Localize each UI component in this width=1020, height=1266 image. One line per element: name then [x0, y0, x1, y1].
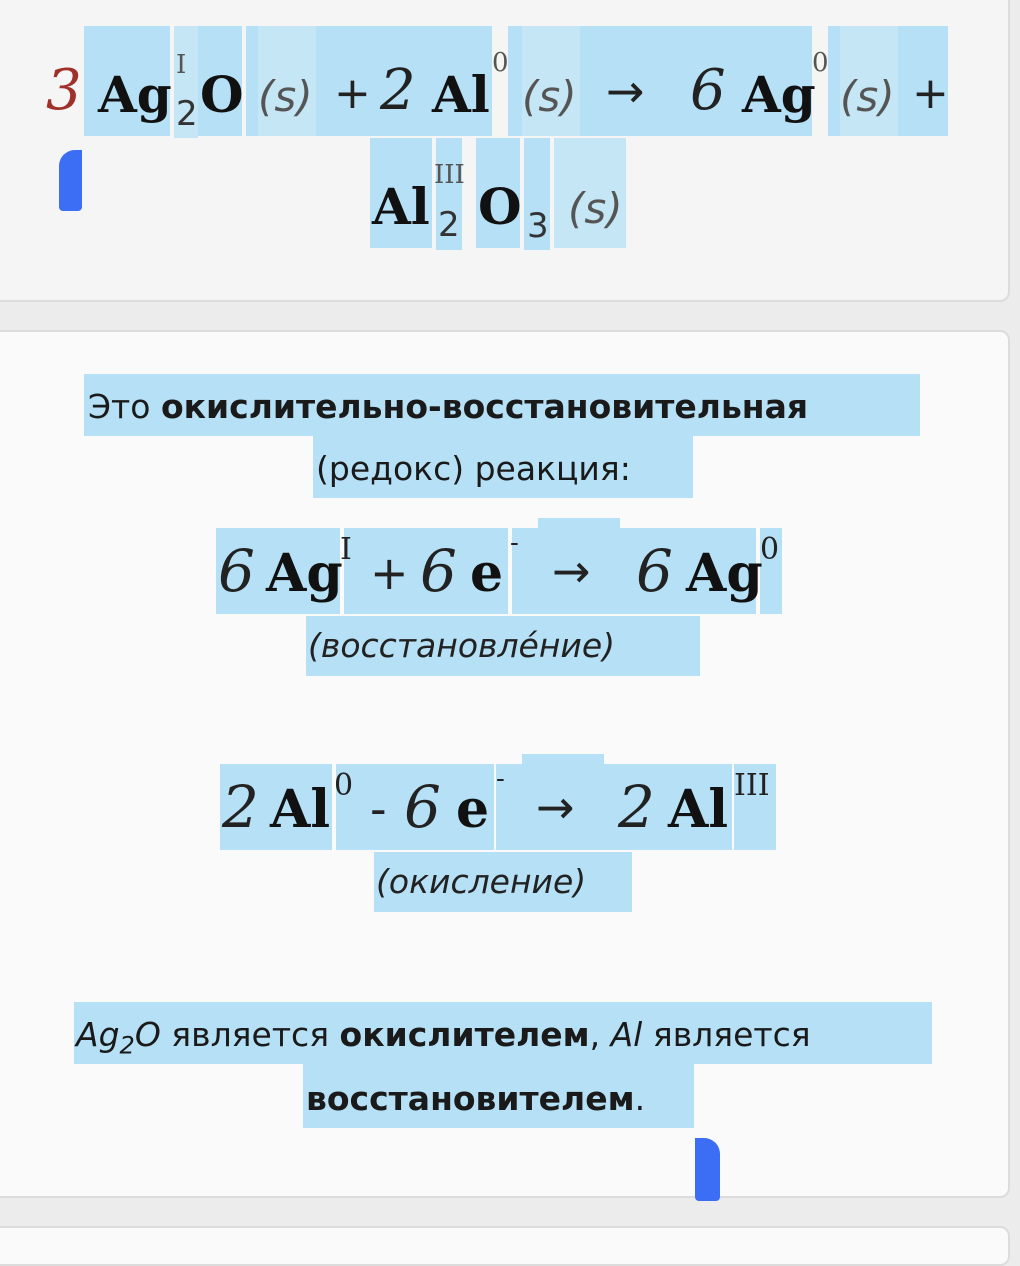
- plus-sign: +: [334, 68, 371, 119]
- formula-al: Al: [610, 1015, 643, 1054]
- intro-line-1: Это окислительно-восстановительная: [88, 387, 809, 426]
- selection-highlight: [246, 26, 258, 136]
- element-o: O: [200, 65, 244, 124]
- electron-charge: -: [510, 528, 519, 558]
- coefficient: 2: [618, 773, 655, 841]
- element-o: O: [478, 177, 522, 236]
- oxidation-state: I: [340, 532, 352, 567]
- coefficient-al: 2: [380, 58, 416, 123]
- reaction-arrow: →: [552, 544, 591, 598]
- oxidation-state: 0: [760, 532, 780, 567]
- next-card: [0, 1226, 1010, 1266]
- plus-sign: +: [370, 546, 409, 600]
- oxidizer-term: окислителем: [339, 1015, 590, 1054]
- oxidation-caption: (окисление): [376, 862, 587, 901]
- oxidation-state-al-oxide: III: [434, 160, 465, 190]
- element-al: Al: [668, 779, 729, 840]
- coefficient: 6: [636, 537, 673, 605]
- electron: e: [470, 543, 504, 604]
- plus-sign: +: [912, 68, 949, 119]
- selection-start-handle[interactable]: [59, 150, 82, 211]
- selection-end-handle[interactable]: [695, 1138, 720, 1201]
- state-solid: (s): [258, 72, 313, 121]
- conclusion-line-1: $Ag_2O$ является окислителем, Al является: [76, 1015, 811, 1060]
- redox-term: окислительно-восстановительная: [160, 387, 809, 426]
- coefficient: 6: [404, 773, 441, 841]
- oxidation-state: 0: [334, 768, 354, 803]
- selection-highlight: [828, 26, 840, 136]
- oxidation-state: III: [734, 768, 770, 803]
- element-ag: Ag: [266, 543, 343, 604]
- element-al: Al: [432, 65, 490, 124]
- coefficient: 6: [218, 537, 255, 605]
- conclusion-line-2: восстановителем.: [306, 1079, 646, 1118]
- formula-ag2o: $Ag_2O$: [76, 1015, 161, 1060]
- coefficient-ag2o: 3: [46, 58, 82, 123]
- oxidation-state-ag-product: 0: [812, 48, 829, 78]
- subscript-2: 2: [438, 205, 460, 245]
- coefficient-ag-product: 6: [690, 58, 726, 123]
- reducer-term: восстановителем: [306, 1079, 635, 1118]
- electron-charge: -: [496, 764, 505, 794]
- reaction-arrow: →: [606, 64, 645, 118]
- element-ag: Ag: [98, 65, 172, 124]
- subscript-3: 3: [527, 206, 549, 246]
- element-al-oxide: Al: [372, 177, 430, 236]
- state-solid: (s): [522, 72, 577, 121]
- minus-sign: -: [370, 782, 387, 836]
- subscript-2: 2: [176, 94, 198, 134]
- oxidation-state-al: 0: [492, 48, 509, 78]
- coefficient: 6: [420, 537, 457, 605]
- state-solid: (s): [840, 72, 895, 121]
- electron: e: [456, 779, 490, 840]
- reaction-arrow: →: [536, 780, 575, 834]
- element-ag: Ag: [686, 543, 763, 604]
- intro-line-2: (редокс) реакция:: [316, 449, 631, 488]
- element-ag-product: Ag: [742, 65, 816, 124]
- oxidation-state-ag: I: [176, 50, 187, 80]
- element-al: Al: [270, 779, 331, 840]
- state-solid: (s): [568, 184, 623, 233]
- coefficient: 2: [222, 773, 259, 841]
- reduction-caption: (восстановле́ние): [308, 626, 616, 665]
- selection-highlight: [508, 26, 522, 136]
